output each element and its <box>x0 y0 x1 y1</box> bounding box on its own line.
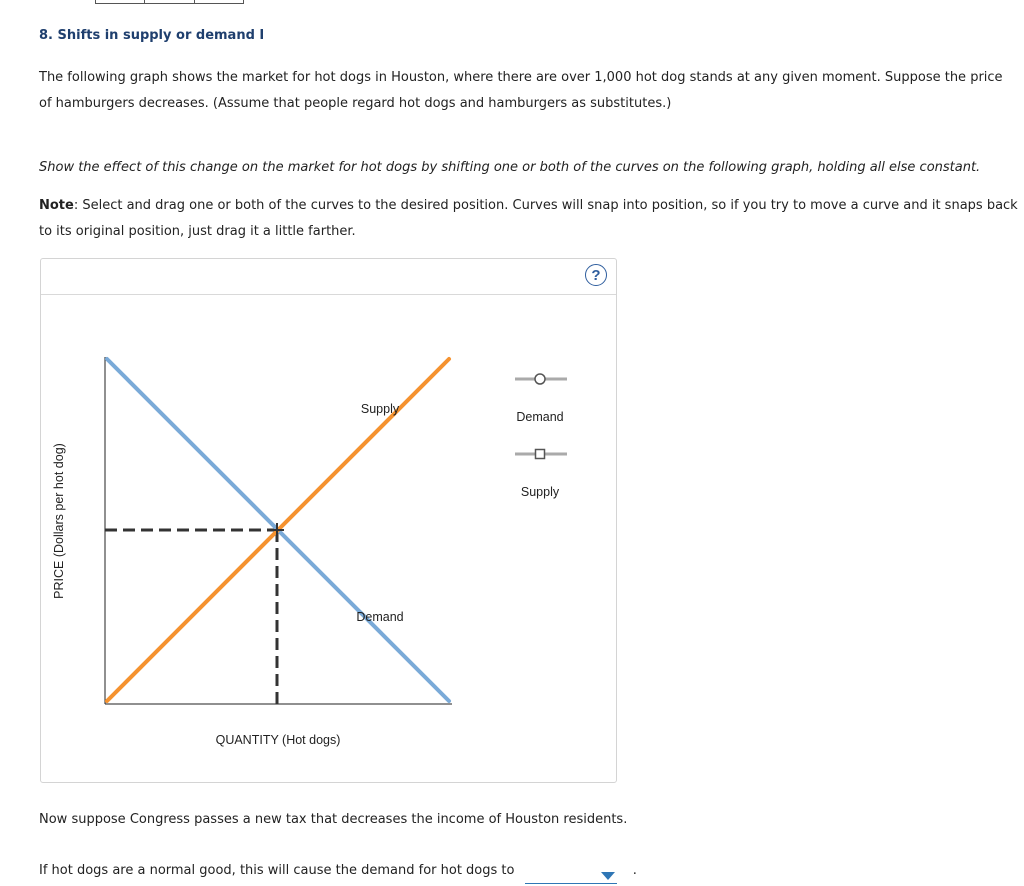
supply-curve-label: Supply <box>360 402 400 416</box>
demand-curve-label: Demand <box>356 610 404 624</box>
answer-suffix: . <box>632 863 637 878</box>
question-note <box>39 193 1024 245</box>
question-intro: The following graph shows the market for hot dogs in Houston, where there are over 1,000 hot dog stands at any given moment. Suppose the price of hamburgers decreases. (Assume that people regard hot dogs and hamburgers as substitutes.) <box>39 70 1003 111</box>
legend-supply-label: Supply <box>520 485 560 499</box>
answer-prompt: If hot dogs are a normal good, this will cause the demand for hot dogs to <box>39 863 515 878</box>
legend-supply-square-icon[interactable] <box>536 450 545 459</box>
question-followup: Now suppose Congress passes a new tax that decreases the income of Houston residents. <box>39 812 628 827</box>
chevron-down-icon[interactable] <box>601 872 615 880</box>
nav-tab[interactable] <box>195 0 243 3</box>
question-instruction: Show the effect of this change on the market for hot dogs by shifting one or both of the curves on the following graph, holding all else constant. <box>39 160 981 175</box>
demand-change-dropdown[interactable] <box>525 865 617 884</box>
graph-panel <box>40 258 617 783</box>
legend-demand-label: Demand <box>516 410 564 424</box>
y-axis-label: PRICE (Dollars per hot dog) <box>52 443 66 599</box>
question-title: 8. Shifts in supply or demand I <box>39 28 265 43</box>
note-label: Note <box>39 198 74 213</box>
legend-demand-circle-icon[interactable] <box>535 374 545 384</box>
answer-line <box>39 858 637 884</box>
nav-tab[interactable] <box>96 0 145 3</box>
x-axis-label: QUANTITY (Hot dogs) <box>215 733 341 747</box>
help-icon[interactable]: ? <box>585 264 607 286</box>
supply-demand-graph <box>41 259 616 782</box>
top-navigation-tabs <box>95 0 244 4</box>
nav-tab[interactable] <box>145 0 194 3</box>
note-text: : Select and drag one or both of the curves to the desired position. Curves will snap into position, so if you try to move a curve and it snaps back to its original position, just drag it a little farther. <box>39 198 1018 239</box>
